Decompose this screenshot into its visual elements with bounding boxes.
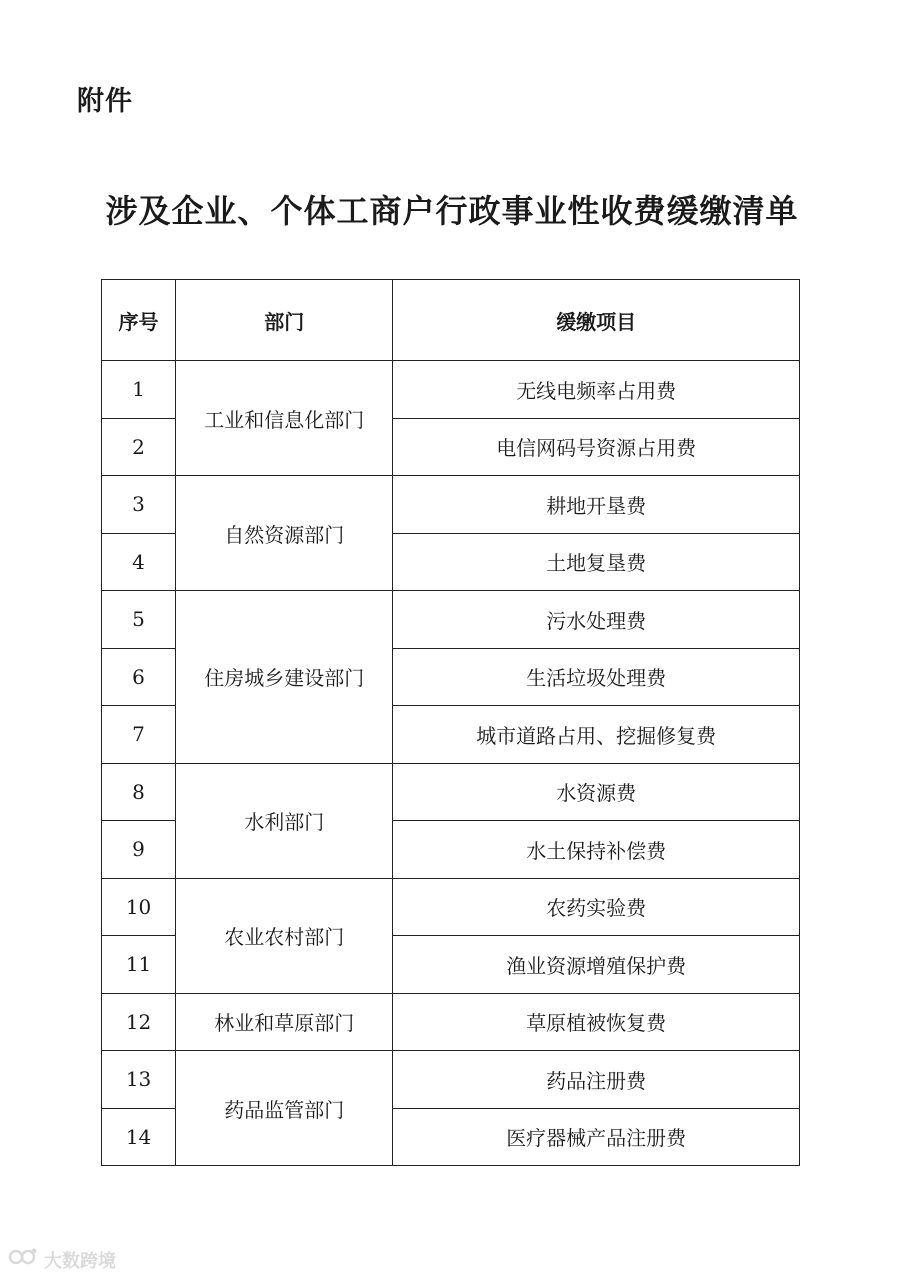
item-cell: 污水处理费 (393, 591, 800, 649)
attachment-label: 附件 (77, 86, 133, 117)
item-cell: 农药实验费 (393, 878, 800, 936)
serial-number-cell: 3 (102, 476, 176, 534)
table-row (102, 878, 800, 936)
item-cell: 水土保持补偿费 (393, 821, 800, 879)
item-cell: 生活垃圾处理费 (393, 648, 800, 706)
serial-number-cell: 13 (102, 1051, 176, 1109)
table-row (102, 591, 800, 649)
table-row (102, 993, 800, 1051)
table-row (102, 361, 800, 419)
item-cell: 电信网码号资源占用费 (393, 418, 800, 476)
serial-number-cell: 6 (102, 648, 176, 706)
table-header-row (102, 280, 800, 361)
table-row (102, 1051, 800, 1109)
serial-number-cell: 14 (102, 1108, 176, 1166)
serial-number-cell: 10 (102, 878, 176, 936)
department-cell: 水利部门 (176, 763, 393, 878)
item-cell: 渔业资源增殖保护费 (393, 936, 800, 994)
serial-number-cell: 9 (102, 821, 176, 879)
department-cell: 自然资源部门 (176, 476, 393, 591)
department-cell: 工业和信息化部门 (176, 361, 393, 476)
item-cell: 无线电频率占用费 (393, 361, 800, 419)
watermark-text: 大数跨境 (44, 1250, 116, 1272)
item-cell: 城市道路占用、挖掘修复费 (393, 706, 800, 764)
serial-number-cell: 4 (102, 533, 176, 591)
document-title: 涉及企业、个体工商户行政事业性收费缓缴清单 (105, 192, 799, 230)
item-cell: 水资源费 (393, 763, 800, 821)
item-cell: 药品注册费 (393, 1051, 800, 1109)
department-cell: 住房城乡建设部门 (176, 591, 393, 764)
serial-number-cell: 8 (102, 763, 176, 821)
item-cell: 医疗器械产品注册费 (393, 1108, 800, 1166)
watermark (8, 1246, 116, 1273)
serial-number-cell: 12 (102, 993, 176, 1051)
item-cell: 耕地开垦费 (393, 476, 800, 534)
table-row (102, 763, 800, 821)
serial-number-cell: 11 (102, 936, 176, 994)
department-cell: 药品监管部门 (176, 1051, 393, 1166)
header-deferred-item: 缓缴项目 (393, 280, 800, 361)
table-row (102, 476, 800, 534)
serial-number-cell: 1 (102, 361, 176, 419)
fee-deferral-table (101, 279, 800, 1166)
serial-number-cell: 5 (102, 591, 176, 649)
header-serial-number: 序号 (102, 280, 176, 361)
serial-number-cell: 7 (102, 706, 176, 764)
item-cell: 土地复垦费 (393, 533, 800, 591)
department-cell: 林业和草原部门 (176, 993, 393, 1051)
serial-number-cell: 2 (102, 418, 176, 476)
brand-logo-icon (8, 1246, 38, 1273)
item-cell: 草原植被恢复费 (393, 993, 800, 1051)
header-department: 部门 (176, 280, 393, 361)
department-cell: 农业农村部门 (176, 878, 393, 993)
